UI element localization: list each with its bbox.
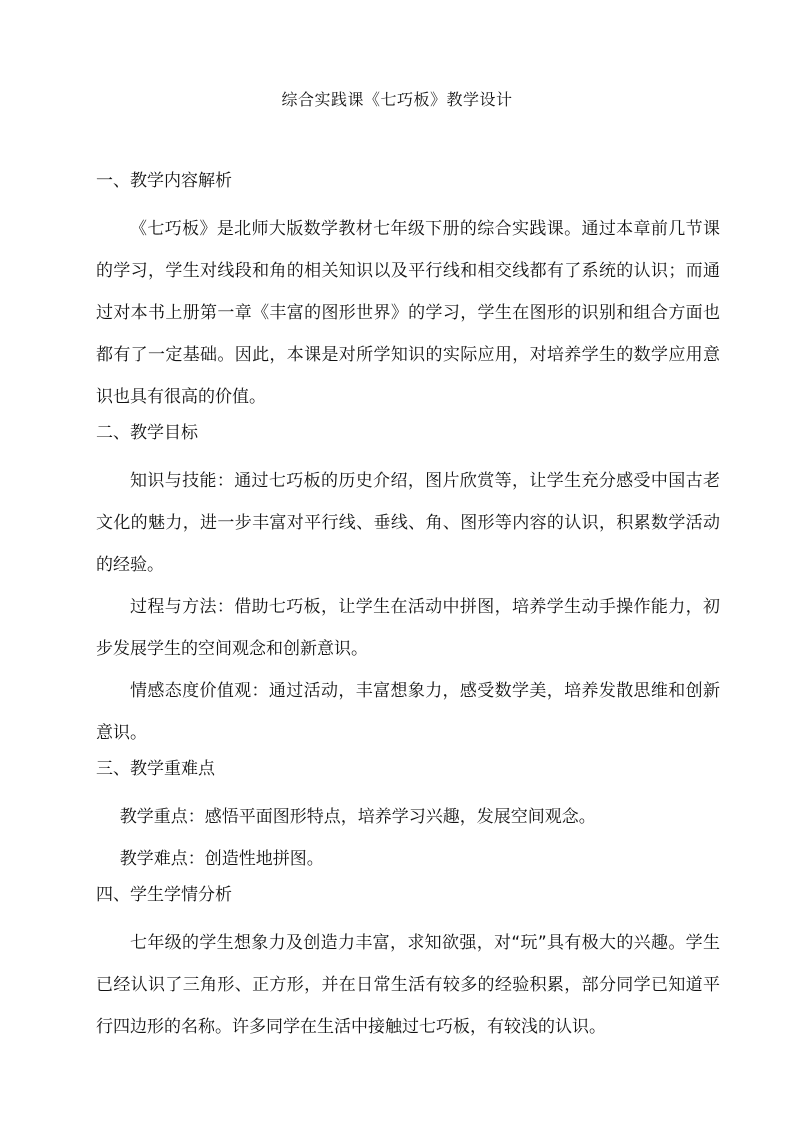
paragraph-key-point: 教学重点：感悟平面图形特点，培养学习兴趣，发展空间观念。 [119,807,596,827]
text-knowledge-skills: 通过七巧板的历史介绍，图片欣赏等，让学生充分感受中国古老文化的魅力，进一步丰富对平行线、垂线、角、图形等内容的认识，积累数学活动的经验。 [96,471,721,575]
document-title: 综合实践课《七巧板》教学设计 [281,90,513,109]
section-heading-student-analysis: 四、学生学情分析 [96,885,232,905]
text-process-method: 借助七巧板，让学生在活动中拼图，培养学生动手操作能力，初步发展学生的空间观念和创新意识。 [96,597,721,659]
label-knowledge-skills: 知识与技能： [130,471,235,491]
section-heading-objectives: 二、教学目标 [96,423,198,443]
paragraph-student-analysis: 七年级的学生想象力及创造力丰富，求知欲强，对“玩”具有极大的兴趣。学生已经认识了三角形、正方形，并在日常生活有较多的经验积累，部分同学已知道平行四边形的名称。许多同学在生活中接触过七巧板，有较浅的认识。 [96,933,720,1037]
paragraph-emotion-values [96,670,720,754]
paragraph-content-analysis: 《七巧板》是北师大版数学教材七年级下册的综合实践课。通过本章前几节课的学习，学生对线段和角的相关知识以及平行线和相交线都有了系统的认识；而通过对本书上册第一章《丰富的图形世界》的学习，学生在图形的识别和组合方面也都有了一定基础。因此，本课是对所学知识的实际应用，对培养学生的数学应用意识也具有很高的价值。 [96,219,720,407]
label-process-method: 过程与方法： [130,597,235,617]
paragraph-knowledge-skills [96,460,720,586]
section-heading-content-analysis: 一、教学内容解析 [96,171,232,191]
section-heading-key-difficult: 三、教学重难点 [96,759,215,779]
paragraph-difficult-point: 教学难点：创造性地拼图。 [119,849,324,869]
label-emotion-values: 情感态度价值观： [130,681,269,701]
text-emotion-values: 通过活动，丰富想象力，感受数学美，培养发散思维和创新意识。 [96,681,721,743]
paragraph-process-method [96,586,720,670]
document-body [96,166,720,1048]
